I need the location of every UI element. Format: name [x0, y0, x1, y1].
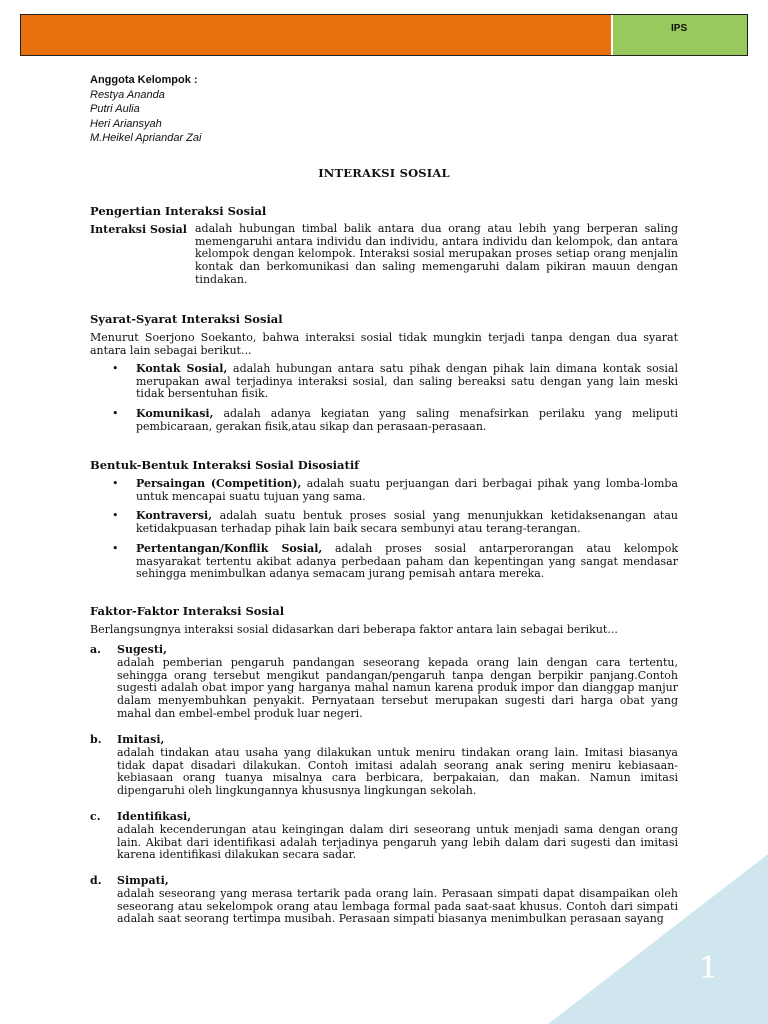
- item-text: adalah pemberian pengaruh pandangan seseorang kepada orang lain dengan cara tertentu, sehingga orang tersebut mengikut pandangan/pengaruh tanpa dengan berpikir panjang.Contoh sugesti adalah obat impor yang harganya mahal namun karena produk impor dan dianggap manjur dalam menyembuhkan penyakit. Pernyataan tersebut merupakan sugesti dari harga obat yang mahal dan embel-embel produk luar negeri.: [117, 656, 678, 720]
- item-title: Sugesti,: [117, 643, 167, 656]
- header-subject-block: [613, 15, 747, 55]
- bentuk-list: [112, 478, 678, 588]
- faktor-intro: Berlangsungnya interaksi sosial didasarkan dari beberapa faktor antara lain sebagai berikut...: [90, 623, 618, 636]
- item-text: adalah seseorang yang merasa tertarik pada orang lain. Perasaan simpati dapat disampaikan oleh seseorang atau sekelompok orang atau lembaga formal pada saat-saat khusus. Contoh dari simpati adalah saat seorang tertimpa musibah. Perasaan simpati biasanya menimbulkan perasaan sayang: [117, 887, 678, 926]
- subject-label: IPS: [671, 23, 688, 34]
- item-term: Persaingan (Competition),: [136, 477, 302, 490]
- bullet-icon: •: [112, 362, 119, 375]
- list-item: [112, 543, 678, 581]
- page-number: 1: [698, 951, 718, 986]
- item-title: Simpati,: [117, 874, 169, 887]
- item-text: adalah suatu bentuk proses sosial yang menunjukkan ketidaksenangan atau ketidakpuasan terhadap pihak lain baik secara sembunyi atau terang-terangan.: [136, 509, 678, 536]
- item-term: Kontraversi,: [136, 509, 213, 523]
- syarat-list: [112, 363, 678, 441]
- item-title: Imitasi,: [117, 733, 165, 746]
- document-title: INTERAKSI SOSIAL: [318, 166, 450, 180]
- bullet-icon: •: [112, 477, 119, 490]
- member-name: M.Heikel Apriandar Zai: [90, 132, 202, 144]
- item-label: b.: [90, 733, 102, 746]
- item-text: adalah tindakan atau usaha yang dilakukan untuk meniru tindakan orang lain. Imitasi biasanya tidak dapat disadari dilakukan. Contoh imitasi adalah seorang anak sering meniru kebiasaan-kebiasaan orang tuanya misalnya cara berbicara, berpakaian, dan makan. Namun imitasi dipengaruhi oleh lingkungannya khususnya lingkungan sekolah.: [117, 746, 678, 798]
- member-name: Putri Aulia: [90, 103, 140, 115]
- item-title: Identifikasi,: [117, 810, 192, 823]
- item-text: adalah kecenderungan atau keingingan dalam diri seseorang untuk menjadi sama dengan orang lain. Akibat dari identifikasi adalah terjadinya pengaruh yang lebih dalam dari sugesti dan imitasi karena identifikasi dilakukan secara sadar.: [117, 823, 678, 862]
- section-title-faktor: Faktor-Faktor Interaksi Sosial: [90, 604, 285, 618]
- member-name: Heri Ariansyah: [90, 117, 162, 130]
- header-bar: [20, 14, 748, 56]
- item-term: Komunikasi,: [136, 407, 214, 421]
- bullet-icon: •: [112, 541, 119, 555]
- item-label: a.: [90, 643, 101, 656]
- item-term: Kontak Sosial,: [136, 362, 228, 375]
- corner-decoration: [548, 854, 768, 1024]
- item-text: adalah suatu perjuangan dari berbagai pihak yang lomba-lomba untuk mencapai suatu tujuan yang sama.: [136, 477, 678, 503]
- definition-term: Interaksi Sosial: [90, 223, 187, 236]
- group-members: [90, 73, 201, 146]
- item-text: adalah adanya kegiatan yang saling menafsirkan perilaku yang meliputi pembicaraan, gerakan fisik,atau sikap dan perasaan-perasaan.: [136, 407, 678, 433]
- list-item: [112, 408, 678, 433]
- bullet-icon: •: [112, 509, 119, 523]
- item-label: d.: [90, 874, 102, 887]
- members-heading: Anggota Kelompok :: [90, 74, 198, 86]
- item-text: adalah proses sosial antarperorangan atau kelompok masyarakat tertentu akibat adanya perbedaan paham dan kepentingan yang sangat mendasar sehingga menimbulkan adanya semacam jurang pemisah antara mereka.: [136, 541, 678, 581]
- member-name: Restya Ananda: [90, 88, 165, 101]
- item-term: Pertentangan/Konflik Sosial,: [136, 541, 323, 555]
- syarat-intro: Menurut Soerjono Soekanto, bahwa interaksi sosial tidak mungkin terjadi tanpa dengan dua syarat antara lain sebagai berikut...: [90, 331, 678, 357]
- list-item: [112, 363, 678, 401]
- section-title-syarat: Syarat-Syarat Interaksi Sosial: [90, 312, 283, 326]
- definition-text: adalah hubungan timbal balik antara dua orang atau lebih yang berperan saling memengaruhi antara individu dan individu, antara individu dan kelompok, dan antara kelompok dengan kelompok. Interaksi sosial merupakan proses setiap orang menjalin kontak dan berkomunikasi dan saling memengaruhi dalam pikiran mauun dengan tindakan.: [195, 222, 678, 286]
- section-title-pengertian: Pengertian Interaksi Sosial: [90, 204, 267, 218]
- list-item: [112, 510, 678, 535]
- list-item: [112, 478, 678, 503]
- header-orange-block: [21, 15, 613, 55]
- bullet-icon: •: [112, 407, 119, 421]
- item-text: adalah hubungan antara satu pihak dengan pihak lain dimana kontak sosial merupakan awal terjadinya interaksi sosial, dan saling bereaksi satu dengan yang lain meski tidak bersentuhan fisik.: [136, 362, 678, 401]
- section-title-bentuk: Bentuk-Bentuk Interaksi Sosial Disosiatif: [90, 458, 360, 472]
- item-label: c.: [90, 810, 101, 823]
